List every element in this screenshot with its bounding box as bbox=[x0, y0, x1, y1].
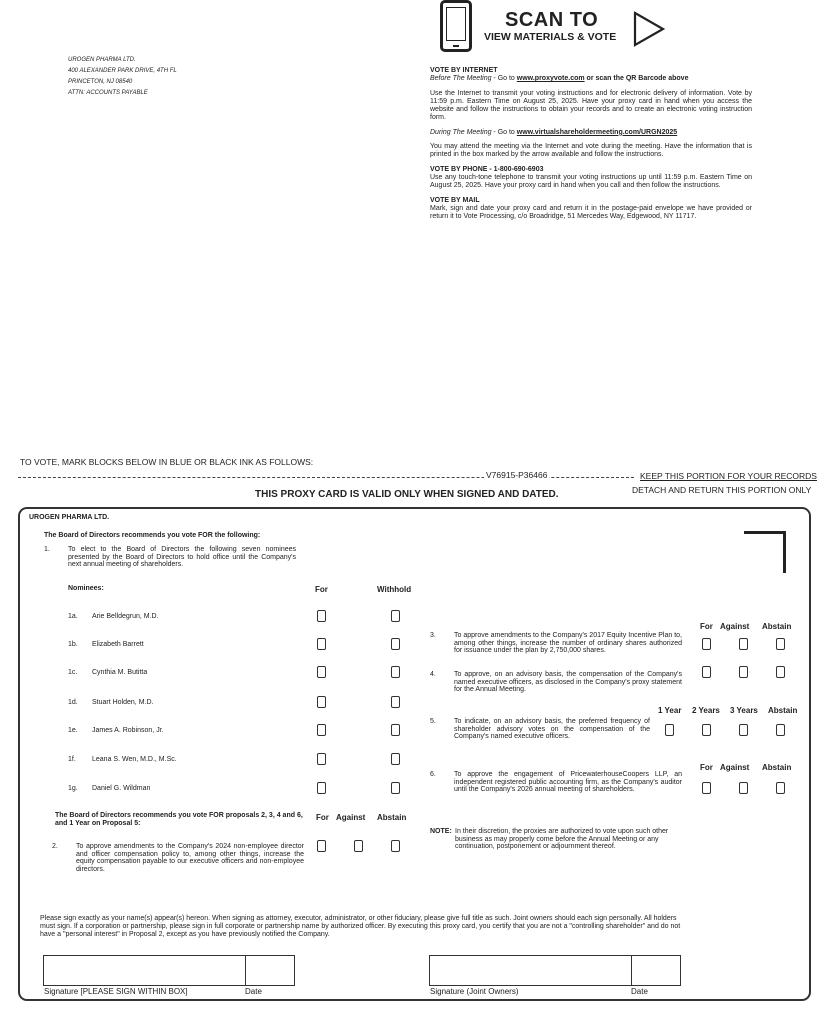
for-checkbox[interactable] bbox=[702, 638, 711, 650]
mail-body: Mark, sign and date your proxy card and return it in the postage-paid envelope we have provided or return it to Vote Processing, c/o Broadridge, 51 Mercedes Way, Edgewood, NY 11717. bbox=[430, 204, 752, 221]
corner-mark bbox=[744, 531, 786, 573]
abstain-checkbox[interactable] bbox=[776, 666, 785, 678]
col-against: Against bbox=[720, 763, 750, 772]
for-checkbox[interactable] bbox=[317, 753, 326, 765]
joint-signature-box[interactable] bbox=[429, 955, 632, 986]
withhold-checkbox[interactable] bbox=[391, 753, 400, 765]
col-for: For bbox=[700, 763, 713, 772]
date-label: Date bbox=[245, 987, 262, 996]
before-post-text: or scan the QR Barcode above bbox=[584, 75, 689, 83]
proposal-6-text: To approve the engagement of PricewaterhouseCoopers LLP, an independent registered public accounting firm, as the Company's auditor until the Company's 2026 annual meeting of shareholders. bbox=[454, 771, 682, 793]
proposal-3-number: 3. bbox=[430, 632, 436, 639]
nominee-number: 1a. bbox=[68, 613, 78, 620]
withhold-checkbox[interactable] bbox=[391, 724, 400, 736]
during-text: - Go to bbox=[491, 128, 517, 136]
voting-instructions bbox=[430, 67, 752, 227]
keep-portion-label: KEEP THIS PORTION FOR YOUR RECORDS bbox=[640, 471, 817, 481]
address-line: UROGEN PHARMA LTD. bbox=[68, 57, 136, 63]
during-meeting-label: During The Meeting bbox=[430, 128, 492, 136]
nominee-name: Leana S. Wen, M.D., M.Sc. bbox=[92, 756, 177, 763]
signature-label: Signature [PLEASE SIGN WITHIN BOX] bbox=[44, 987, 188, 996]
col-for: For bbox=[316, 813, 329, 822]
col-abstain: Abstain bbox=[762, 763, 792, 772]
abstain-checkbox[interactable] bbox=[391, 840, 400, 852]
proposal-1-number: 1. bbox=[44, 546, 50, 553]
abstain-checkbox[interactable] bbox=[776, 782, 785, 794]
nominee-number: 1c. bbox=[68, 669, 78, 676]
for-checkbox[interactable] bbox=[317, 610, 326, 622]
nominee-number: 1d. bbox=[68, 699, 78, 706]
two-years-checkbox[interactable] bbox=[702, 724, 711, 736]
proxyvote-link[interactable]: www.proxyvote.com bbox=[516, 75, 585, 83]
proposal-2-text: To approve amendments to the Company's 2024 non-employee director and officer compensation policy to, among other things, increase the equity compensation payable to our executive officers and non-employee directors. bbox=[76, 843, 304, 873]
vote-internet-heading: VOTE BY INTERNET bbox=[430, 67, 498, 74]
joint-signature-label: Signature (Joint Owners) bbox=[430, 987, 519, 996]
mailing-address bbox=[68, 55, 177, 99]
proposal-4-text: To approve, on an advisory basis, the compensation of the Company's named executive officers, as disclosed in the Company's proxy statement for the Annual Meeting. bbox=[454, 671, 682, 693]
nominee-number: 1b. bbox=[68, 641, 78, 648]
internet-body: Use the Internet to transmit your voting instructions and for electronic delivery of information. Vote by 11:59 p.m. Eastern Time on August 25, 2025. Have your proxy card in hand when you access the website and follow the instructions to obtain your records and to create an electronic voting instruction form. bbox=[430, 89, 752, 122]
scan-title: SCAN TO bbox=[505, 9, 599, 31]
nominee-name: Stuart Holden, M.D. bbox=[92, 699, 154, 706]
vote-mail-heading: VOTE BY MAIL bbox=[430, 196, 480, 204]
note-text: In their discretion, the proxies are authorized to vote upon such other business as may properly come before the Annual Meeting or any continuation, postponement or adjournment thereof. bbox=[455, 828, 669, 850]
board-recommends-2: The Board of Directors recommends you vote FOR proposals 2, 3, 4 and 6, and 1 Year on Proposal 5: bbox=[55, 812, 303, 827]
joint-date-box[interactable] bbox=[631, 955, 681, 986]
nominee-name: Arie Belldegrun, M.D. bbox=[92, 613, 159, 620]
address-line: 400 ALEXANDER PARK DRIVE, 4TH FL bbox=[68, 68, 177, 74]
col-abstain: Abstain bbox=[377, 813, 407, 822]
proposal-4-number: 4. bbox=[430, 671, 436, 678]
proposal-2-number: 2. bbox=[52, 843, 58, 850]
signature-box[interactable] bbox=[43, 955, 246, 986]
nominee-name: James A. Robinson, Jr. bbox=[92, 727, 164, 734]
for-checkbox[interactable] bbox=[317, 638, 326, 650]
one-year-checkbox[interactable] bbox=[665, 724, 674, 736]
against-checkbox[interactable] bbox=[739, 638, 748, 650]
during-body: You may attend the meeting via the Internet and vote during the meeting. Have the information that is printed in the box marked by the arrow available and follow the instructions. bbox=[430, 143, 752, 159]
against-checkbox[interactable] bbox=[739, 782, 748, 794]
withhold-checkbox[interactable] bbox=[391, 638, 400, 650]
address-line: PRINCETON, NJ 08540 bbox=[68, 79, 133, 85]
proposal-5-number: 5. bbox=[430, 718, 436, 725]
withhold-checkbox[interactable] bbox=[391, 610, 400, 622]
board-recommends: The Board of Directors recommends you vote FOR the following: bbox=[44, 532, 261, 539]
nominee-name: Cynthia M. Butitta bbox=[92, 669, 148, 676]
before-meeting-label: Before The Meeting bbox=[430, 75, 492, 83]
proposal-1-text: To elect to the Board of Directors the following seven nominees presented by the Board of Directors to hold office until the Company's next annual meeting of shareholders. bbox=[68, 546, 296, 568]
for-checkbox[interactable] bbox=[317, 724, 326, 736]
for-checkbox[interactable] bbox=[702, 782, 711, 794]
col-2-years: 2 Years bbox=[692, 706, 720, 715]
vote-phone-heading: VOTE BY PHONE - 1-800-690-6903 bbox=[430, 165, 544, 173]
against-checkbox[interactable] bbox=[739, 666, 748, 678]
to-vote-instruction: TO VOTE, MARK BLOCKS BELOW IN BLUE OR BLACK INK AS FOLLOWS: bbox=[20, 457, 314, 467]
address-line: ATTN: ACCOUNTS PAYABLE bbox=[68, 90, 148, 96]
col-for: For bbox=[315, 585, 328, 594]
nominee-number: 1g. bbox=[68, 785, 78, 792]
nominee-number: 1f. bbox=[68, 756, 76, 763]
col-for: For bbox=[700, 622, 713, 631]
before-text: - Go to bbox=[491, 75, 517, 83]
scan-subtitle: VIEW MATERIALS & VOTE bbox=[484, 31, 617, 43]
proposal-3-text: To approve amendments to the Company's 2017 Equity Incentive Plan to, among other things, increase the number of ordinary shares authorized for issuance under the plan by 2,750,000 shares. bbox=[454, 632, 682, 654]
col-abstain: Abstain bbox=[762, 622, 792, 631]
valid-notice: THIS PROXY CARD IS VALID ONLY WHEN SIGNED AND DATED. bbox=[255, 489, 559, 500]
col-withhold: Withhold bbox=[377, 585, 412, 594]
col-3-years: 3 Years bbox=[730, 706, 758, 715]
against-checkbox[interactable] bbox=[354, 840, 363, 852]
for-checkbox[interactable] bbox=[317, 666, 326, 678]
withhold-checkbox[interactable] bbox=[391, 696, 400, 708]
phone-body: Use any touch-tone telephone to transmit your voting instructions up until 11:59 p.m. Eastern Time on August 25, 2025. Have your proxy card in hand when you call and then follow the instructions. bbox=[430, 173, 752, 190]
signing-instructions: Please sign exactly as your name(s) appear(s) hereon. When signing as attorney, executor, administrator, or other fiduciary, please give full title as such. Joint owners should each sign personally. All holders must sign. If a corporation or partnership, please sign in full corporate or partnership name by authorized officer. By executing this proxy card, you certify that you are not a "controlling shareholder" and do not have a "personal interest" in Proposal 2, except as you have previously notified the Company. bbox=[40, 915, 681, 938]
joint-date-label: Date bbox=[631, 987, 648, 996]
for-checkbox[interactable] bbox=[317, 696, 326, 708]
for-checkbox[interactable] bbox=[702, 666, 711, 678]
nominee-name: Daniel G. Wildman bbox=[92, 785, 151, 792]
abstain-checkbox[interactable] bbox=[776, 724, 785, 736]
note-label: NOTE: bbox=[430, 828, 452, 835]
detach-portion-label: DETACH AND RETURN THIS PORTION ONLY bbox=[632, 485, 812, 495]
for-checkbox[interactable] bbox=[317, 782, 326, 794]
col-abstain: Abstain bbox=[768, 706, 798, 715]
nominees-label: Nominees: bbox=[68, 585, 104, 592]
three-years-checkbox[interactable] bbox=[739, 724, 748, 736]
card-company: UROGEN PHARMA LTD. bbox=[29, 514, 110, 521]
proposal-6-number: 6. bbox=[430, 771, 436, 778]
nominee-number: 1e. bbox=[68, 727, 78, 734]
col-against: Against bbox=[720, 622, 750, 631]
nominee-name: Elizabeth Barrett bbox=[92, 641, 144, 648]
control-code: V76915-P36466 bbox=[486, 470, 548, 480]
withhold-checkbox[interactable] bbox=[391, 666, 400, 678]
proposal-5-text: To indicate, on an advisory basis, the preferred frequency of shareholder advisory votes on the compensation of the Company's named executive officers. bbox=[454, 718, 650, 740]
virtual-meeting-link[interactable]: www.virtualshareholdermeeting.com/URGN2025 bbox=[516, 128, 678, 136]
play-arrow-icon bbox=[632, 11, 666, 47]
col-1-year: 1 Year bbox=[658, 706, 682, 715]
date-box[interactable] bbox=[245, 955, 295, 986]
withhold-checkbox[interactable] bbox=[391, 782, 400, 794]
col-against: Against bbox=[336, 813, 366, 822]
abstain-checkbox[interactable] bbox=[776, 638, 785, 650]
for-checkbox[interactable] bbox=[317, 840, 326, 852]
smartphone-icon bbox=[440, 0, 472, 52]
